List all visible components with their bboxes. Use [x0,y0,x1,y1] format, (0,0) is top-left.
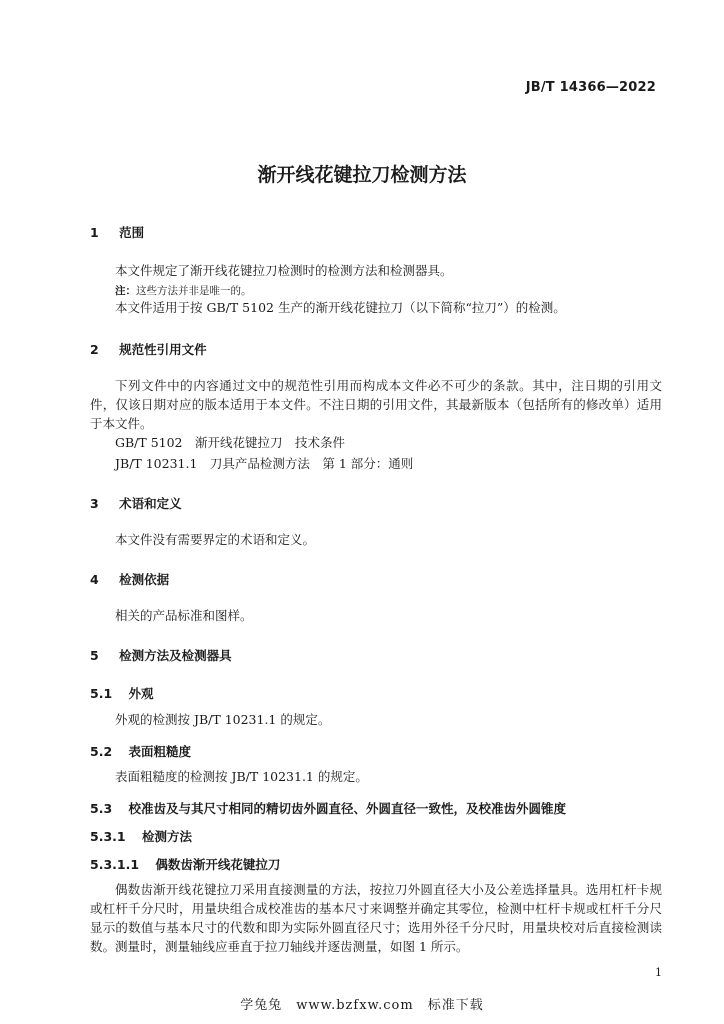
section-3-heading [90,494,182,512]
section-title: 检测依据 [119,572,170,587]
paragraph: 偶数齿渐开线花键拉刀采用直接测量的方法，按拉刀外圆直径大小及公差选择量具。选用杠杆卡规或杠杆千分尺时，用量块组合成校准齿的基本尺寸来调整并确定其零位，检测中杠杆卡规或杠杆千分尺显示的数值与基本尺寸的代数和即为实际外圆直径尺寸；选用外径千分尺时，用量块校对后直接检测读数。测量时，测量轴线应垂直于拉刀轴线并逐齿测量，如图 1 所示。 [90,882,662,954]
document-title: 渐开线花键拉刀检测方法 [257,164,467,186]
paragraph: 本文件没有需要界定的术语和定义。 [115,532,316,547]
subsection-5-2-heading [90,742,191,760]
paragraph: 外观的检测按 JB/T 10231.1 的规定。 [115,712,331,727]
section-number: 2 [90,342,99,357]
note [115,283,252,298]
section-4-heading [90,570,169,588]
subsection-5-3-1-heading [90,827,192,845]
subsection-5-3-heading [90,799,566,817]
paragraph: 表面粗糙度的检测按 JB/T 10231.1 的规定。 [115,769,368,784]
page-number: 1 [655,966,662,979]
paragraph: 本文件适用于按 GB/T 5102 生产的渐开线花键拉刀（以下简称“拉刀”）的检测。 [115,300,566,315]
section-number: 1 [90,225,99,240]
section-number: 5.3 [90,801,113,816]
standard-code: JB/T 14366—2022 [525,80,656,95]
section-1-heading [90,223,144,241]
section-title: 校准齿及与其尺寸相同的精切齿外圆直径、外圆直径一致性，及校准齿外圆锥度 [128,801,567,816]
section-2-heading [90,340,207,358]
footer-watermark: 学兔兔 www.bzfxw.com 标准下载 [240,998,484,1013]
section-number: 5.3.1 [90,829,126,844]
section-number: 5.1 [90,686,113,701]
section-title: 外观 [128,686,154,701]
section-title: 术语和定义 [119,496,182,511]
subsection-5-1-heading [90,684,154,702]
paragraph: 相关的产品标准和图样。 [115,608,253,623]
section-number: 5.3.1.1 [90,857,140,872]
paragraph: 下列文件中的内容通过文中的规范性引用而构成本文件必不可少的条款。其中，注日期的引用文件，仅该日期对应的版本适用于本文件。不注日期的引用文件，其最新版本（包括所有的修改单）适用于本文件。 [90,378,662,431]
section-title: 范围 [119,225,145,240]
note-label: 注： [115,285,136,297]
subsection-5-3-1-1-heading [90,855,280,873]
section-title: 偶数齿渐开线花键拉刀 [155,857,281,872]
section-number: 5.2 [90,744,113,759]
section-title: 检测方法及检测器具 [119,648,232,663]
section-number: 3 [90,496,99,511]
section-title: 表面粗糙度 [128,744,192,759]
paragraph: 本文件规定了渐开线花键拉刀检测时的检测方法和检测器具。 [115,263,453,278]
section-5-heading [90,646,232,664]
reference-item: JB/T 10231.1 刀具产品检测方法 第 1 部分：通则 [115,456,414,471]
section-title: 检测方法 [141,829,192,844]
section-title: 规范性引用文件 [119,342,207,357]
section-number: 4 [90,572,99,587]
reference-item: GB/T 5102 渐开线花键拉刀 技术条件 [115,435,346,450]
section-number: 5 [90,648,99,663]
note-text: 这些方法并非是唯一的。 [136,285,252,297]
